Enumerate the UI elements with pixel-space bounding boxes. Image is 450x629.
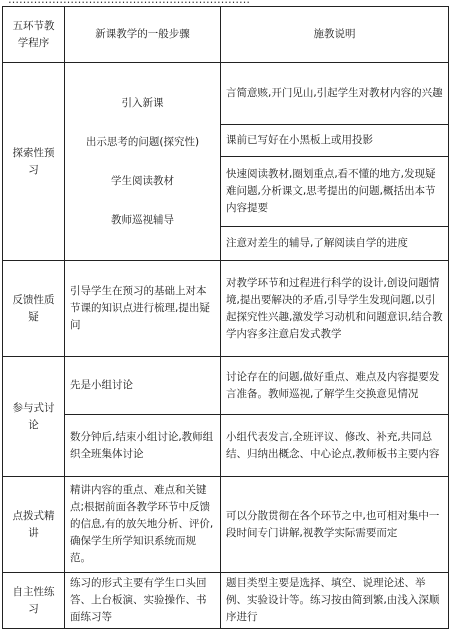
- stage-cell: 探索性预习: [3, 63, 65, 261]
- step-text: 学生阅读教材: [111, 174, 174, 187]
- table-row: [3, 477, 449, 573]
- stage-cell: 点拨式精讲: [3, 477, 65, 573]
- step-text: 出示思考的问题(探究性): [85, 135, 200, 148]
- note-cell: 讨论存在的问题,做好重点、难点及内容提要发言准备。教师巡视,了解学生交换意见情况: [221, 357, 449, 415]
- teaching-steps-table: [2, 6, 449, 629]
- steps-cell: 引导学生在预习的基础上对本节课的知识点进行梳理,提出疑问: [65, 261, 221, 357]
- table-row: [3, 63, 449, 125]
- note-cell: 注意对差生的辅导,了解阅读自学的进度: [221, 227, 449, 261]
- table-row: [3, 261, 449, 357]
- header-notes: 施教说明: [221, 7, 449, 63]
- note-cell: 言简意赅,开门见山,引起学生对教材内容的兴趣: [221, 63, 449, 125]
- note-cell: 小组代表发言,全班评议、修改、补充,共同总结、归纳出概念、中心论点,教师板书主要内容: [221, 415, 449, 477]
- note-cell: 可以分散贯彻在各个环节之中,也可相对集中一段时间专门讲解,视教学实际需要而定: [221, 477, 449, 573]
- steps-cell: 数分钟后,结束小组讨论,教师组织全班集体讨论: [65, 415, 221, 477]
- note-cell: 课前已写好在小黑板上或用投影: [221, 125, 449, 157]
- stage-cell: 参与式讨论: [3, 357, 65, 477]
- table-row: [3, 415, 449, 477]
- header-row: [3, 7, 449, 63]
- steps-cell: 精讲内容的重点、难点和关键点;根据前面各教学环节中反馈的信息,有的放矢地分析、评价,确保学生所学知识系统而规范。: [65, 477, 221, 573]
- header-stage: 五环节教学程序: [3, 7, 65, 63]
- table-row: [3, 573, 449, 629]
- step-text: 教师巡视辅导: [111, 213, 174, 226]
- step-text: 引入新课: [121, 96, 164, 109]
- stage-cell: 反馈性质疑: [3, 261, 65, 357]
- table-row: [3, 357, 449, 415]
- note-cell: 对教学环节和过程进行科学的设计,创设问题情境,提出要解决的矛盾,引导学生发现问题,以引起探究性兴趣,激发学习动机和问题意识,结合教学内容多注意启发式教学: [221, 261, 449, 357]
- note-cell: 题目类型主要是选择、填空、说理论述、举例、实验设计等。练习按由简到繁,由浅入深顺序进行: [221, 573, 449, 629]
- note-cell: 快速阅读教材,圈划重点,看不懂的地方,发现疑难问题,分析课文,思考提出的问题,概括出本节内容提要: [221, 157, 449, 227]
- steps-cell: 先是小组讨论: [65, 357, 221, 415]
- steps-cell: 练习的形式主要有学生口头回答、上台板演、实验操作、书面练习等: [65, 573, 221, 629]
- steps-cell: [65, 63, 221, 261]
- stage-cell: 自主性练习: [3, 573, 65, 629]
- header-steps: 新课教学的一般步骤: [65, 7, 221, 63]
